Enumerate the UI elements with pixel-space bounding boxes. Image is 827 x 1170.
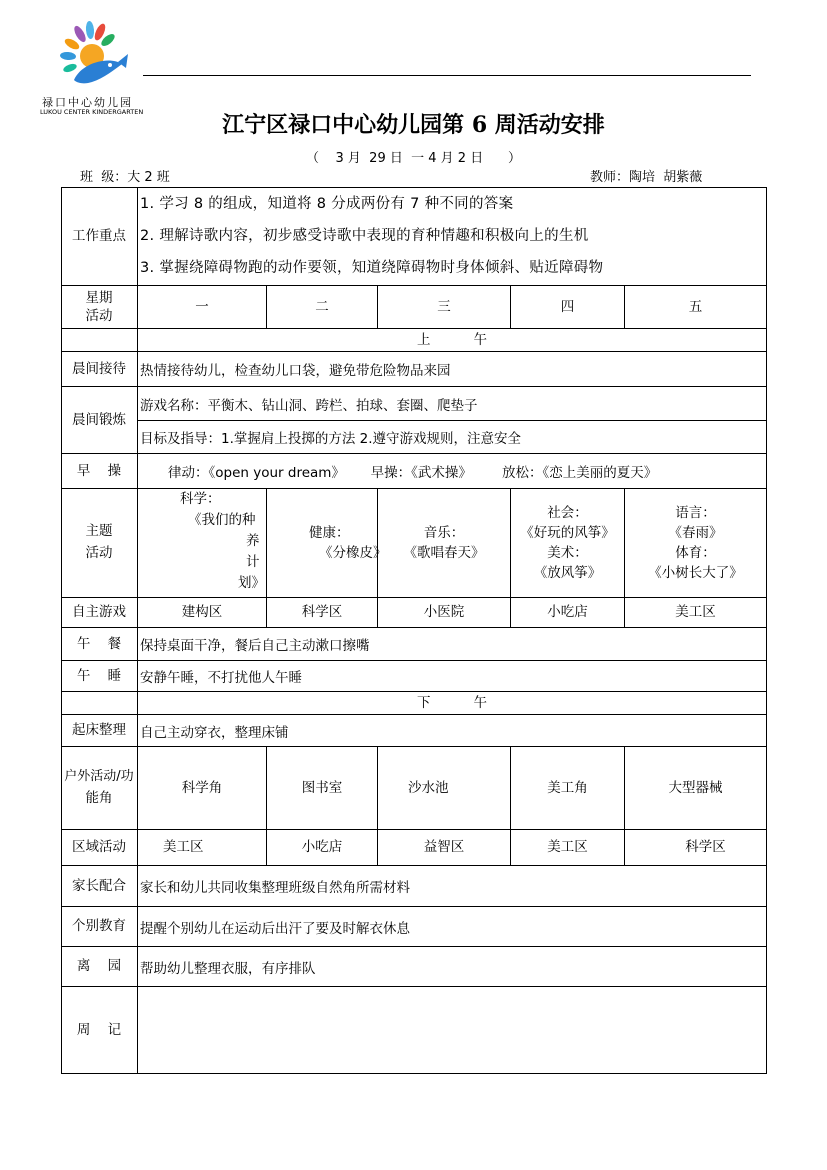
theme-subject: 健康： bbox=[309, 524, 350, 541]
exercise-label: 晨间锻炼 bbox=[61, 387, 138, 454]
theme-tue bbox=[267, 489, 387, 598]
morning-header: 上 午 bbox=[138, 329, 767, 352]
work-focus-label: 工作重点 bbox=[61, 187, 138, 286]
weekday-wed: 三 bbox=[378, 286, 511, 329]
area-thu: 美工区 bbox=[511, 830, 625, 866]
theme-subject: 社会： bbox=[547, 504, 588, 521]
logo-text-en: LUKOU CENTER KINDERGARTEN bbox=[40, 108, 144, 116]
theme-title: 计 bbox=[246, 553, 260, 570]
reception-text: 热情接待幼儿，检查幼儿口袋，避免带危险物品来园 bbox=[138, 352, 767, 387]
free-play-fri: 美工区 bbox=[625, 598, 767, 628]
theme-label bbox=[61, 489, 138, 598]
theme-title: 划》 bbox=[238, 574, 265, 591]
theme-label-line: 主题 bbox=[85, 523, 113, 540]
wakeup-label: 起床整理 bbox=[61, 715, 138, 747]
teacher-label: 教师：陶培 胡紫薇 bbox=[590, 170, 703, 185]
nap-text: 安静午睡，不打扰他人午睡 bbox=[138, 661, 767, 692]
theme-fri bbox=[625, 489, 767, 598]
drill-label: 早 操 bbox=[61, 454, 138, 489]
theme-title: 《放风筝》 bbox=[533, 565, 602, 582]
theme-subject: 语言： bbox=[675, 504, 716, 521]
lunch-label: 午 餐 bbox=[61, 628, 138, 661]
theme-subject: 体育： bbox=[675, 545, 716, 561]
theme-title: 养 bbox=[246, 532, 260, 549]
theme-subject: 科学： bbox=[180, 491, 221, 507]
free-play-thu: 小吃店 bbox=[511, 598, 625, 628]
exercise-goal: 目标及指导：1.掌握肩上投掷的方法 2.遵守游戏规则，注意安全 bbox=[138, 421, 767, 454]
outdoor-thu: 美工角 bbox=[511, 747, 625, 830]
individual-label: 个别教育 bbox=[61, 907, 138, 947]
morning-blank bbox=[61, 329, 138, 352]
area-mon: 美工区 bbox=[138, 830, 267, 866]
individual-text: 提醒个别幼儿在运动后出汗了要及时解衣休息 bbox=[138, 907, 767, 947]
area-fri: 科学区 bbox=[625, 830, 767, 866]
wakeup-text: 自己主动穿衣，整理床铺 bbox=[138, 715, 767, 747]
weekday-thu: 四 bbox=[511, 286, 625, 329]
outdoor-tue: 图书室 bbox=[267, 747, 378, 830]
logo-text-cn: 禄口中心幼儿园 bbox=[42, 96, 133, 109]
parent-label: 家长配合 bbox=[61, 866, 138, 907]
drill-text: 律动：《open your dream》 早操：《武术操》 放松：《恋上美丽的夏天》 bbox=[138, 454, 767, 489]
theme-thu bbox=[511, 489, 625, 598]
leave-label: 离 园 bbox=[61, 947, 138, 987]
weekday-mon: 一 bbox=[138, 286, 267, 329]
theme-title: 《我们的种 bbox=[188, 511, 256, 528]
area-label: 区域活动 bbox=[61, 830, 138, 866]
class-label: 班 级：大 2 班 bbox=[80, 170, 170, 185]
lunch-text: 保持桌面干净，餐后自己主动漱口擦嘴 bbox=[138, 628, 767, 661]
outdoor-mon: 科学角 bbox=[138, 747, 267, 830]
weekday-tue: 二 bbox=[267, 286, 378, 329]
work-focus-list bbox=[138, 187, 767, 286]
weekly-schedule-table bbox=[61, 187, 767, 1074]
parent-text: 家长和幼儿共同收集整理班级自然角所需材料 bbox=[138, 866, 767, 907]
free-play-mon: 建构区 bbox=[138, 598, 267, 628]
theme-wed bbox=[378, 489, 511, 598]
theme-subject: 音乐： bbox=[423, 524, 465, 541]
reception-label: 晨间接待 bbox=[61, 352, 138, 387]
activity-label: 活动 bbox=[85, 308, 113, 324]
theme-title: 《好玩的风筝》 bbox=[520, 524, 615, 541]
theme-title: 《春雨》 bbox=[668, 524, 723, 541]
weekday-header-label bbox=[61, 286, 138, 329]
outdoor-label-line: 户外活动/功 bbox=[64, 768, 134, 784]
afternoon-blank bbox=[61, 692, 138, 715]
work-focus-item: 2. 理解诗歌内容，初步感受诗歌中表现的育种情趣和积极向上的生机 bbox=[140, 228, 589, 244]
theme-title: 《小树长大了》 bbox=[648, 565, 743, 582]
free-play-tue: 科学区 bbox=[267, 598, 378, 628]
theme-subject: 美术： bbox=[547, 545, 588, 561]
weekday-label: 星期 bbox=[85, 289, 113, 306]
theme-mon bbox=[138, 489, 267, 598]
free-play-label: 自主游戏 bbox=[61, 598, 138, 628]
theme-title: 《分橡皮》 bbox=[319, 545, 387, 561]
afternoon-header: 下 午 bbox=[138, 692, 767, 715]
outdoor-label bbox=[61, 747, 138, 830]
nap-label: 午 睡 bbox=[61, 661, 138, 692]
work-focus-item: 1. 学习 8 的组成，知道将 8 分成两份有 7 种不同的答案 bbox=[140, 196, 514, 212]
work-focus-item: 3. 掌握绕障碍物跑的动作要领，知道绕障碍物时身体倾斜、贴近障碍物 bbox=[140, 260, 604, 276]
free-play-wed: 小医院 bbox=[378, 598, 511, 628]
area-tue: 小吃店 bbox=[267, 830, 378, 866]
exercise-game: 游戏名称：平衡木、钻山洞、跨栏、拍球、套圈、爬垫子 bbox=[138, 387, 767, 421]
theme-title: 《歌唱春天》 bbox=[403, 545, 485, 561]
date-range: （ 3 月 29 日 一 4 月 2 日 ） bbox=[305, 151, 521, 166]
area-wed: 益智区 bbox=[378, 830, 511, 866]
page-title: 江宁区禄口中心幼儿园第 6 周活动安排 bbox=[222, 112, 605, 138]
weekday-fri: 五 bbox=[625, 286, 767, 329]
weekly-note-label: 周 记 bbox=[61, 987, 138, 1074]
theme-label-line: 活动 bbox=[85, 545, 113, 561]
weekly-note-field[interactable] bbox=[138, 987, 767, 1074]
header-rule bbox=[143, 75, 751, 76]
outdoor-fri: 大型器械 bbox=[625, 747, 767, 830]
logo-fish bbox=[74, 61, 122, 84]
outdoor-wed: 沙水池 bbox=[378, 747, 511, 830]
outdoor-label-line: 能角 bbox=[85, 789, 113, 806]
leave-text: 帮助幼儿整理衣服，有序排队 bbox=[138, 947, 767, 987]
